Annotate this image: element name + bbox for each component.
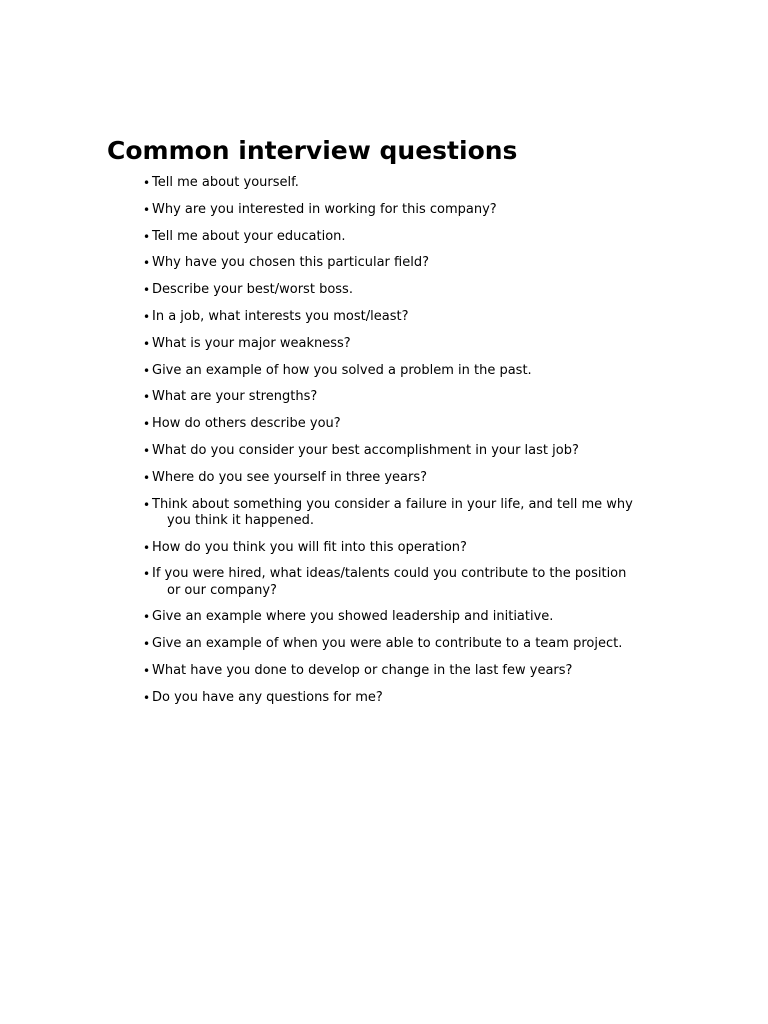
list-item: [143, 470, 663, 487]
list-item: [143, 175, 663, 192]
question-continuation-line: or our company?: [167, 582, 277, 598]
question-text: [143, 336, 663, 353]
question-text: [143, 363, 663, 380]
bullet-icon: •: [143, 690, 151, 705]
question-text: [143, 229, 663, 246]
bullet-icon: •: [143, 310, 151, 324]
question-line: Give an example where you showed leadership and initiative.: [152, 609, 554, 625]
list-item: [143, 202, 663, 219]
list-item: [143, 336, 663, 353]
question-continuation-line: you think it happened.: [167, 513, 315, 529]
question-line: Why are you interested in working for this company?: [152, 201, 497, 217]
question-text: [143, 470, 663, 487]
question-text: [143, 309, 663, 326]
bullet-icon: •: [143, 610, 151, 625]
list-item: [143, 566, 663, 599]
list-item: [143, 609, 663, 626]
bullet-icon: •: [143, 283, 151, 298]
list-item: [143, 690, 663, 707]
bullet-icon: •: [143, 567, 151, 582]
question-text: [143, 282, 663, 299]
question-text: [143, 636, 663, 653]
bullet-icon: •: [143, 202, 151, 217]
list-item: [143, 663, 663, 680]
bullet-icon: •: [143, 664, 151, 678]
bullet-icon: •: [143, 336, 151, 351]
list-item: [143, 309, 663, 326]
question-text: [143, 690, 663, 707]
question-line: Think about something you consider a failure in your life, and tell me why: [152, 496, 633, 512]
bullet-icon: •: [143, 417, 151, 432]
question-line: How do others describe you?: [152, 416, 341, 432]
list-item: [143, 540, 663, 557]
question-text: [143, 609, 663, 626]
bullet-icon: •: [143, 229, 151, 244]
bullet-icon: •: [143, 497, 151, 512]
bullet-icon: •: [143, 470, 151, 485]
question-line: Tell me about your education.: [152, 228, 346, 244]
question-line: Give an example of when you were able to contribute to a team project.: [152, 636, 623, 652]
question-line: What are your strengths?: [152, 389, 318, 405]
question-line: Describe your best/worst boss.: [152, 282, 353, 298]
question-line: If you were hired, what ideas/talents could you contribute to the position: [152, 566, 627, 582]
bullet-icon: •: [143, 363, 151, 378]
page-title: Common interview questions: [107, 136, 518, 165]
list-item: [143, 255, 663, 272]
question-line: In a job, what interests you most/least?: [152, 309, 409, 324]
question-line: Tell me about yourself.: [152, 175, 299, 190]
question-text: [143, 389, 663, 406]
question-text: [143, 443, 663, 460]
question-line: Why have you chosen this particular field?: [152, 255, 429, 271]
list-item: [143, 636, 663, 653]
bullet-icon: •: [143, 176, 151, 190]
question-line: Give an example of how you solved a problem in the past.: [152, 362, 532, 378]
question-line: Where do you see yourself in three years?: [152, 469, 428, 485]
question-line: What have you done to develop or change in the last few years?: [152, 663, 573, 678]
list-item: [143, 443, 663, 460]
question-line: How do you think you will fit into this operation?: [152, 539, 467, 555]
list-item: [143, 416, 663, 433]
list-item: [143, 282, 663, 299]
question-text: [143, 566, 663, 599]
question-text: [143, 497, 663, 530]
question-text: [143, 416, 663, 433]
question-text: [143, 540, 663, 557]
question-line: What do you consider your best accomplishment in your last job?: [152, 443, 579, 458]
list-item: [143, 497, 663, 530]
bullet-icon: •: [143, 540, 151, 555]
question-text: [143, 663, 663, 680]
question-text: [143, 202, 663, 219]
question-line: Do you have any questions for me?: [152, 689, 383, 705]
question-line: What is your major weakness?: [152, 335, 351, 351]
question-text: [143, 255, 663, 272]
list-item: [143, 389, 663, 406]
bullet-icon: •: [143, 256, 151, 271]
bullet-icon: •: [143, 390, 151, 405]
list-item: [143, 363, 663, 380]
question-text: [143, 175, 663, 192]
bullet-icon: •: [143, 637, 151, 652]
list-item: [143, 229, 663, 246]
bullet-icon: •: [143, 444, 151, 458]
